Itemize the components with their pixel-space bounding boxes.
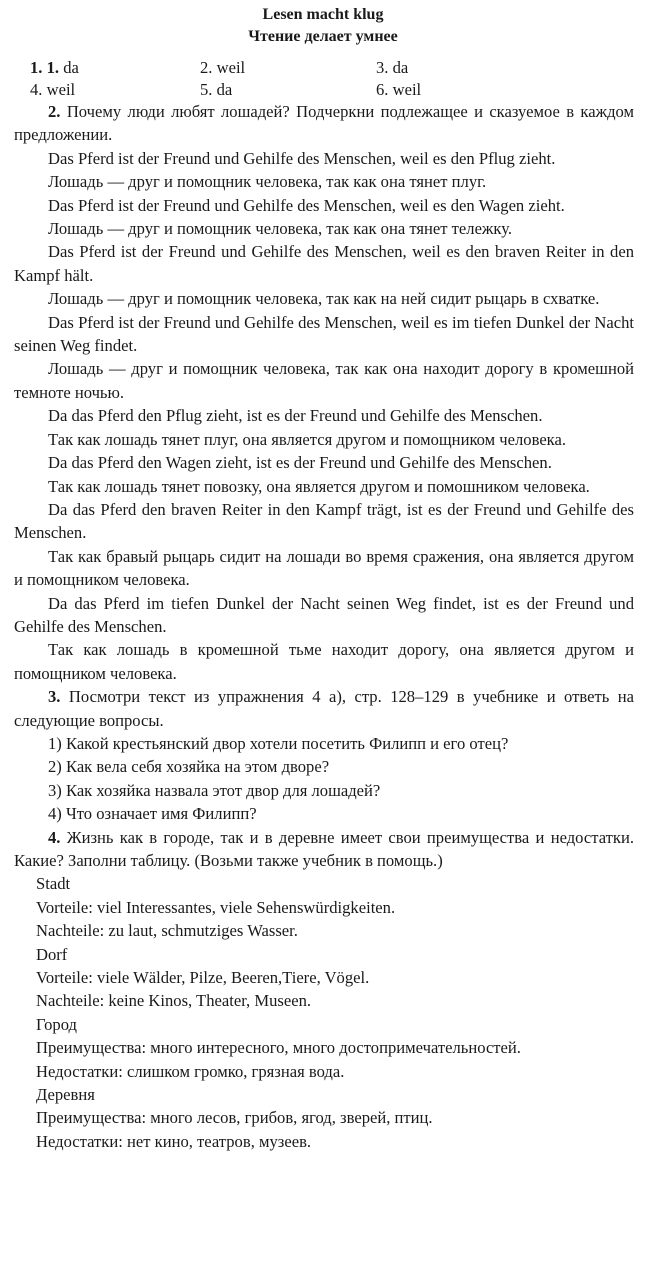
- sentence: Da das Pferd den braven Reiter in den Kampf trägt, ist es der Freund und Gehilfe des Menschen.: [14, 499, 634, 543]
- exercise-2-prompt: [14, 100, 634, 147]
- answer-6: 6. weil: [376, 80, 422, 99]
- table-heading: Stadt: [36, 874, 71, 894]
- table-line: Vorteile: viel Interessantes, viele Sehenswürdigkeiten.: [36, 897, 396, 917]
- sentence: Das Pferd ist der Freund und Gehilfe des Menschen, weil es den Wagen zieht.: [48, 195, 565, 215]
- prompt-text: Жизнь как в городе, так и в деревне имеет свои преимущества и недостатки. Какие? Заполни таблицу. (Возьми также учебник в помощь.): [14, 827, 634, 870]
- sentence: Das Pferd ist der Freund und Gehilfe des Menschen, weil es den braven Reiter in den Kampf hält.: [14, 242, 634, 285]
- exercise-1-number: 1. 1.: [30, 58, 60, 77]
- title-block: [0, 4, 646, 48]
- exercises-content: [14, 100, 634, 1153]
- answer-text: da: [63, 58, 79, 77]
- sentence: Так как лошадь в кромешной тьме находит дорогу, она является другом и помощником человека.: [14, 640, 634, 683]
- sentence: Лошадь — друг и помощник человека, так как она тянет тележку.: [48, 219, 513, 239]
- exercise-2-number: 2.: [48, 102, 61, 121]
- exercise-3-prompt: [14, 685, 634, 732]
- sentence: Da das Pferd im tiefen Dunkel der Nacht seinen Weg findet, ist es der Freund und Gehilfe des Menschen.: [14, 593, 634, 636]
- sentence: Da das Pferd den Pflug zieht, ist es der Freund und Gehilfe des Menschen.: [48, 406, 543, 426]
- question: 2) Как вела себя хозяйка на этом дворе?: [48, 757, 330, 777]
- table-heading: Город: [36, 1014, 77, 1034]
- question: 4) Что означает имя Филипп?: [48, 804, 257, 824]
- table-line: Преимущества: много интересного, много достопримечательностей.: [36, 1038, 521, 1058]
- table-line: Недостатки: нет кино, театров, музеев.: [36, 1131, 312, 1151]
- answer-4: 4. weil: [30, 80, 76, 99]
- table-line: Vorteile: viele Wälder, Pilze, Beeren,Tiere, Vögel.: [36, 968, 370, 988]
- prompt-text: Почему люди любят лошадей? Подчеркни подлежащее и сказуемое в каждом предложении.: [14, 102, 634, 145]
- sentence: Лошадь — друг и помощник человека, так как на ней сидит рыцарь в схватке.: [48, 289, 600, 309]
- sentence: Так как бравый рыцарь сидит на лошади во время сражения, она является другом и помощником человека.: [14, 546, 634, 590]
- question: 1) Какой крестьянский двор хотели посетить Филипп и его отец?: [48, 733, 509, 753]
- sentence: Das Pferd ist der Freund und Gehilfe des Menschen, weil es im tiefen Dunkel der Nacht seinen Weg findet.: [14, 312, 634, 356]
- answer-5: 5. da: [200, 80, 233, 99]
- answer-3: 3. da: [376, 58, 409, 77]
- title-russian: Чтение делает умнее: [248, 28, 398, 45]
- answers-row: [30, 56, 630, 78]
- answer-2: 2. weil: [200, 58, 246, 77]
- sentence: Так как лошадь тянет плуг, она является другом и помощником человека.: [48, 429, 567, 449]
- exercise-4-number: 4.: [48, 827, 61, 847]
- sentence: Das Pferd ist der Freund und Gehilfe des Menschen, weil es den Pflug zieht.: [48, 148, 556, 168]
- sentence: Da das Pferd den Wagen zieht, ist es der Freund und Gehilfe des Menschen.: [48, 453, 552, 473]
- prompt-text: Посмотри текст из упражнения 4 а), стр. 128–129 в учебнике и ответь на следующие вопросы.: [14, 687, 634, 730]
- sentence: Лошадь — друг и помощник человека, так как она находит дорогу в кромешной темноте ночью.: [14, 359, 634, 402]
- question: 3) Как хозяйка назвала этот двор для лошадей?: [48, 780, 381, 800]
- table-line: Nachteile: keine Kinos, Theater, Museen.: [36, 991, 312, 1011]
- exercise-1-answers: [30, 56, 630, 100]
- table-heading: Деревня: [36, 1085, 95, 1105]
- table-line: Преимущества: много лесов, грибов, ягод, зверей, птиц.: [36, 1108, 433, 1128]
- sentence: Лошадь — друг и помощник человека, так как она тянет плуг.: [48, 172, 487, 192]
- answers-row: [30, 78, 630, 100]
- answer-1: [30, 56, 79, 79]
- title-german: Lesen macht klug: [262, 6, 384, 23]
- exercise-4-prompt: [14, 826, 634, 873]
- table-heading: Dorf: [36, 944, 68, 964]
- exercise-3-number: 3.: [48, 687, 61, 707]
- sentence: Так как лошадь тянет повозку, она является другом и помошником человека.: [48, 476, 590, 496]
- table-line: Недостатки: слишком громко, грязная вода.: [36, 1061, 345, 1081]
- table-line: Nachteile: zu laut, schmutziges Wasser.: [36, 921, 298, 941]
